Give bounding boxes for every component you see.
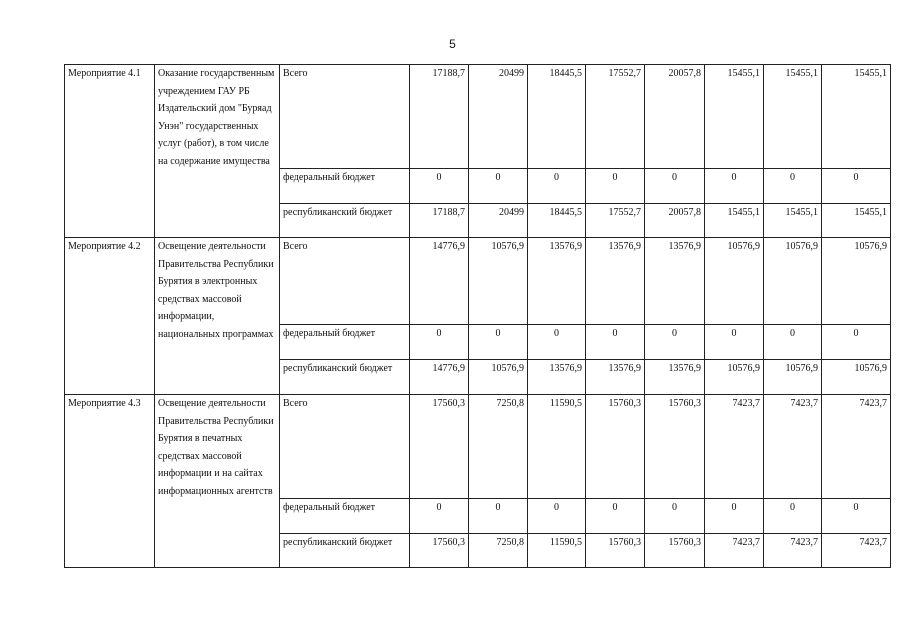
value-cell: 0 [469, 169, 528, 204]
activity-description: Оказание государственным учреждением ГАУ РБ Издательский дом "Буряад Унэн" государственных услуг (работ), в том числе на содержание имущества [155, 65, 280, 238]
value-cell: 7423,7 [764, 534, 822, 568]
activity-id: Мероприятие 4.1 [65, 65, 155, 238]
value-cell: 0 [410, 325, 469, 360]
value-cell: 10576,9 [705, 360, 764, 395]
value-cell: 11590,5 [528, 534, 586, 568]
value-cell: 13576,9 [645, 360, 705, 395]
value-cell: 0 [705, 499, 764, 534]
value-cell: 7250,8 [469, 534, 528, 568]
value-cell: 17188,7 [410, 204, 469, 238]
funding-source: Всего [280, 65, 410, 169]
value-cell: 0 [469, 325, 528, 360]
value-cell: 0 [586, 169, 645, 204]
table-row [65, 65, 891, 169]
value-cell: 17552,7 [586, 65, 645, 169]
value-cell: 15455,1 [705, 204, 764, 238]
funding-source: Всего [280, 395, 410, 499]
value-cell: 15455,1 [764, 204, 822, 238]
value-cell: 0 [645, 169, 705, 204]
value-cell: 0 [645, 499, 705, 534]
value-cell: 0 [586, 325, 645, 360]
funding-source: республиканский бюджет [280, 204, 410, 238]
value-cell: 0 [764, 325, 822, 360]
activity-id: Мероприятие 4.3 [65, 395, 155, 568]
value-cell: 15760,3 [586, 534, 645, 568]
value-cell: 20499 [469, 65, 528, 169]
value-cell: 20057,8 [645, 65, 705, 169]
value-cell: 7423,7 [822, 534, 891, 568]
value-cell: 10576,9 [822, 360, 891, 395]
value-cell: 17552,7 [586, 204, 645, 238]
table-row [65, 395, 891, 499]
table-body [65, 65, 891, 568]
value-cell: 18445,5 [528, 65, 586, 169]
funding-source: федеральный бюджет [280, 169, 410, 204]
value-cell: 13576,9 [586, 238, 645, 325]
value-cell: 7423,7 [705, 534, 764, 568]
value-cell: 17560,3 [410, 395, 469, 499]
value-cell: 20499 [469, 204, 528, 238]
value-cell: 7423,7 [705, 395, 764, 499]
value-cell: 7250,8 [469, 395, 528, 499]
value-cell: 13576,9 [586, 360, 645, 395]
value-cell: 10576,9 [764, 360, 822, 395]
value-cell: 0 [528, 499, 586, 534]
value-cell: 7423,7 [822, 395, 891, 499]
value-cell: 10576,9 [705, 238, 764, 325]
funding-source: федеральный бюджет [280, 499, 410, 534]
budget-table [64, 64, 891, 568]
value-cell: 15455,1 [822, 204, 891, 238]
funding-source: Всего [280, 238, 410, 325]
value-cell: 0 [586, 499, 645, 534]
funding-source: федеральный бюджет [280, 325, 410, 360]
value-cell: 15760,3 [586, 395, 645, 499]
value-cell: 15455,1 [705, 65, 764, 169]
value-cell: 10576,9 [764, 238, 822, 325]
value-cell: 10576,9 [822, 238, 891, 325]
value-cell: 7423,7 [764, 395, 822, 499]
value-cell: 17560,3 [410, 534, 469, 568]
activity-description: Освещение деятельности Правительства Республики Бурятия в печатных средствах массовой информации и на сайтах информационных агентств [155, 395, 280, 568]
value-cell: 13576,9 [645, 238, 705, 325]
value-cell: 0 [410, 499, 469, 534]
value-cell: 0 [410, 169, 469, 204]
table-row [65, 238, 891, 325]
funding-source: республиканский бюджет [280, 360, 410, 395]
value-cell: 18445,5 [528, 204, 586, 238]
value-cell: 17188,7 [410, 65, 469, 169]
value-cell: 0 [764, 499, 822, 534]
value-cell: 10576,9 [469, 238, 528, 325]
value-cell: 20057,8 [645, 204, 705, 238]
value-cell: 15455,1 [764, 65, 822, 169]
value-cell: 14776,9 [410, 238, 469, 325]
value-cell: 13576,9 [528, 238, 586, 325]
value-cell: 15760,3 [645, 395, 705, 499]
page-number: 5 [449, 37, 456, 51]
activity-description: Освещение деятельности Правительства Республики Бурятия в электронных средствах массовой информации, национальных программах [155, 238, 280, 395]
funding-source: республиканский бюджет [280, 534, 410, 568]
value-cell: 0 [528, 325, 586, 360]
value-cell: 13576,9 [528, 360, 586, 395]
value-cell: 0 [822, 169, 891, 204]
value-cell: 0 [645, 325, 705, 360]
value-cell: 15455,1 [822, 65, 891, 169]
value-cell: 15760,3 [645, 534, 705, 568]
value-cell: 0 [469, 499, 528, 534]
value-cell: 0 [822, 499, 891, 534]
activity-id: Мероприятие 4.2 [65, 238, 155, 395]
value-cell: 0 [705, 169, 764, 204]
value-cell: 0 [705, 325, 764, 360]
value-cell: 0 [822, 325, 891, 360]
value-cell: 0 [528, 169, 586, 204]
value-cell: 14776,9 [410, 360, 469, 395]
value-cell: 10576,9 [469, 360, 528, 395]
value-cell: 11590,5 [528, 395, 586, 499]
value-cell: 0 [764, 169, 822, 204]
